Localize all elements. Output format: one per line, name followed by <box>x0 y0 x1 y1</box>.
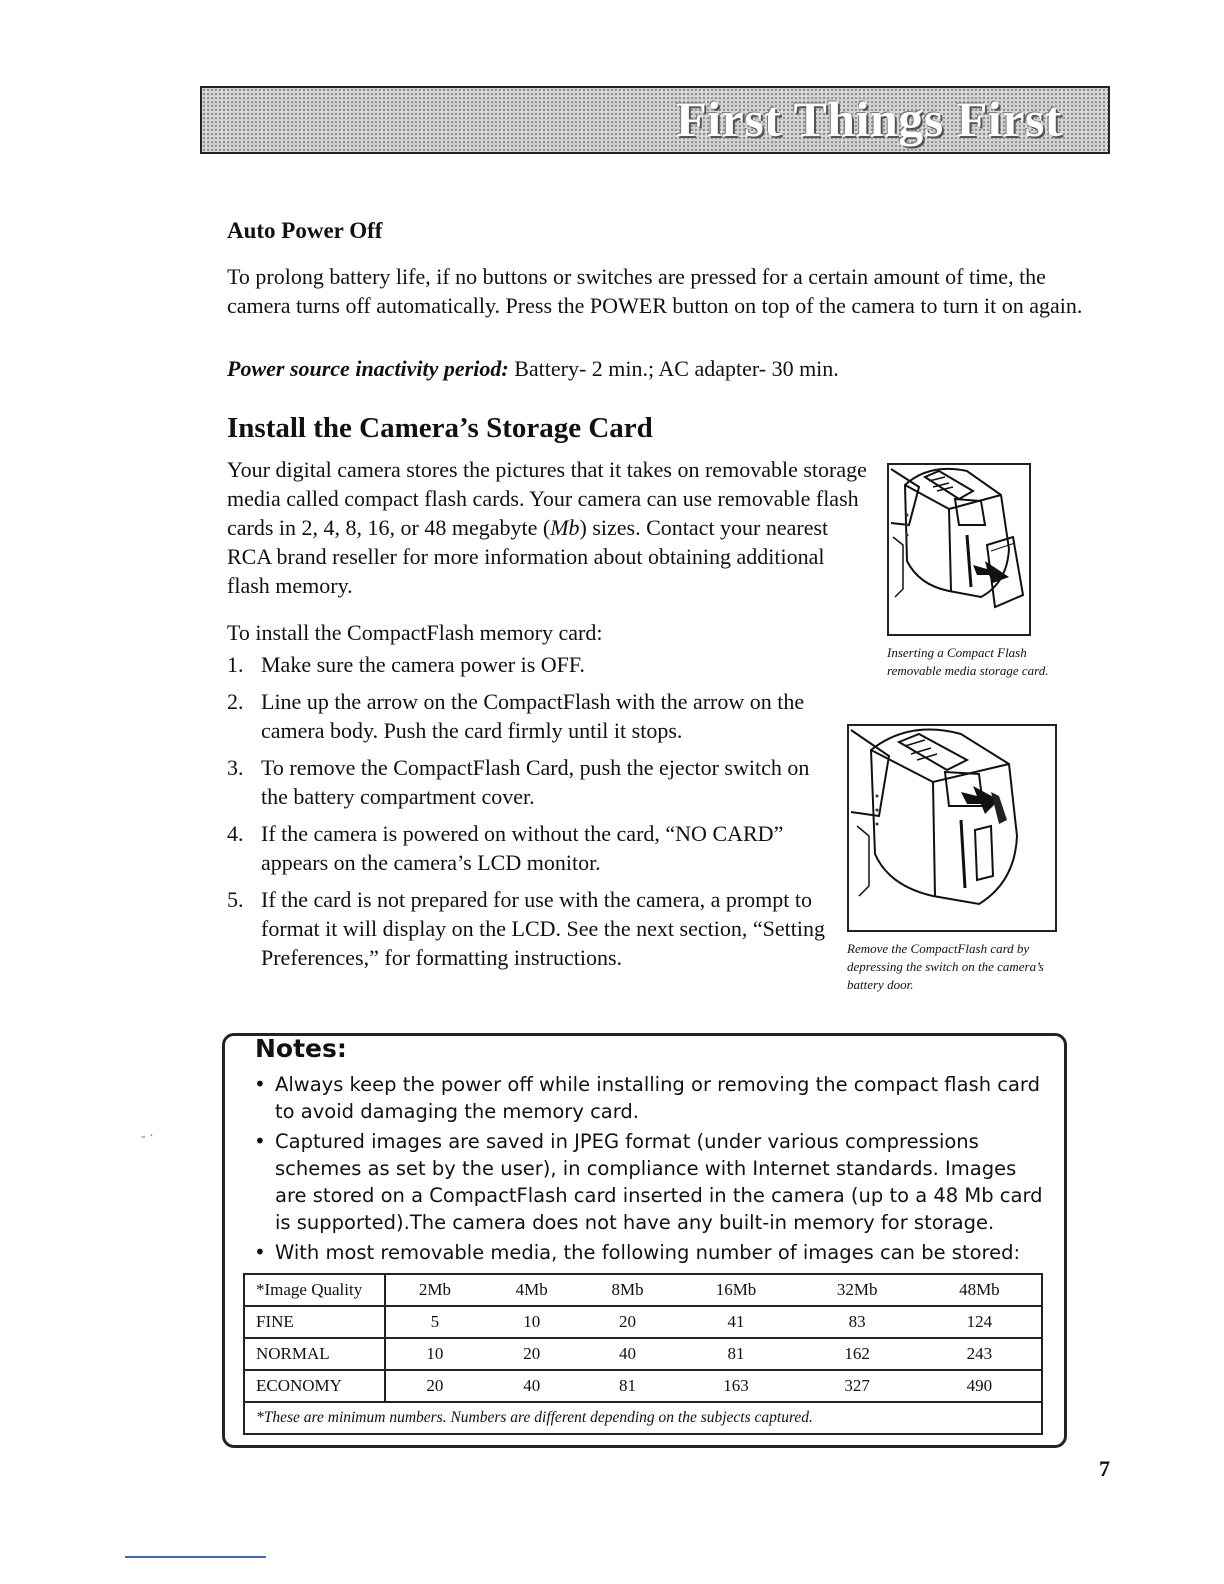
table-cell: 10 <box>484 1306 580 1338</box>
notes-title: Notes: <box>255 1034 347 1063</box>
table-cell: 83 <box>797 1306 918 1338</box>
table-header-cell: *Image Quality <box>244 1274 385 1306</box>
table-row <box>244 1306 1042 1338</box>
table-cell: 20 <box>580 1306 676 1338</box>
bullet-icon: • <box>254 1072 266 1096</box>
storage-card-heading: Install the Camera’s Storage Card <box>227 412 653 444</box>
step-number: 5. <box>227 887 244 912</box>
image-capacity-table <box>243 1273 1043 1435</box>
table-cell: 243 <box>918 1338 1042 1370</box>
bullet-icon: • <box>254 1240 266 1264</box>
step-text: Make sure the camera power is OFF. <box>261 652 585 677</box>
bullet-icon: • <box>254 1129 266 1153</box>
table-header-cell: 16Mb <box>675 1274 796 1306</box>
note-text: Always keep the power off while installing or removing the compact flash card to avoid damaging the memory card. <box>275 1073 1040 1123</box>
table-cell: 162 <box>797 1338 918 1370</box>
step-number: 4. <box>227 821 244 846</box>
step-item <box>227 753 827 811</box>
insert-card-figure <box>887 463 1031 636</box>
step-item <box>227 650 827 679</box>
table-header-row <box>244 1274 1042 1306</box>
steps-intro: To install the CompactFlash memory card: <box>227 620 603 645</box>
auto-power-off-body: To prolong battery life, if no buttons or switches are pressed for a certain amount of time, the camera turns off automatically. Press the POWER button on top of the camera to turn it on again. <box>227 264 1083 318</box>
insert-card-caption: Inserting a Compact Flash removable media storage card. <box>887 645 1049 678</box>
table-cell: 81 <box>675 1338 796 1370</box>
inactivity-period <box>227 354 1087 383</box>
step-item <box>227 687 827 745</box>
table-footnote-row <box>244 1402 1042 1434</box>
banner-title: First Things First <box>676 91 1062 147</box>
table-cell: 81 <box>580 1370 676 1402</box>
note-item <box>253 1239 1053 1266</box>
camera-insert-card-illustration <box>889 465 1029 634</box>
table-cell: 327 <box>797 1370 918 1402</box>
table-header-cell: 32Mb <box>797 1274 918 1306</box>
remove-card-figure <box>847 724 1057 932</box>
step-text: Line up the arrow on the CompactFlash with the arrow on the camera body. Push the card firmly until it stops. <box>261 689 805 743</box>
intro-text-after: ) sizes. Contact your nearest RCA brand reseller for more information about obtaining additional flash memory. <box>227 515 829 598</box>
step-item <box>227 819 827 877</box>
table-cell: 40 <box>484 1370 580 1402</box>
table-cell: 5 <box>385 1306 484 1338</box>
inactivity-value: Battery- 2 min.; AC adapter- 30 min. <box>514 356 839 381</box>
notes-list <box>253 1071 1053 1269</box>
table-cell: 20 <box>484 1338 580 1370</box>
remove-card-caption: Remove the CompactFlash card by depressing the switch on the camera’s battery door. <box>847 941 1044 992</box>
step-text: If the camera is powered on without the card, “NO CARD” appears on the camera’s LCD monitor. <box>261 821 784 875</box>
margin-mark: - · <box>141 1129 154 1144</box>
storage-card-intro <box>227 455 867 600</box>
table-footnote: *These are minimum numbers. Numbers are different depending on the subjects captured. <box>244 1402 1042 1434</box>
step-text: If the card is not prepared for use with the camera, a prompt to format it will display on the LCD. See the next section, “Setting Preferences,” for formatting instructions. <box>261 887 825 970</box>
table-row <box>244 1338 1042 1370</box>
table-cell: FINE <box>244 1306 385 1338</box>
table-row <box>244 1370 1042 1402</box>
table-header-cell: 4Mb <box>484 1274 580 1306</box>
table-cell: 163 <box>675 1370 796 1402</box>
auto-power-off-heading: Auto Power Off <box>227 218 383 243</box>
bottom-rule <box>125 1556 266 1558</box>
table-cell: 124 <box>918 1306 1042 1338</box>
note-text: Captured images are saved in JPEG format (under various compressions schemes as set by the user), in compliance with Internet standards. Images are stored on a CompactFlash card inserted in the camera (up to a 48 Mb card is supported).The camera does not have any built-in memory for storage. <box>275 1130 1043 1234</box>
intro-text-before: Your digital camera stores the pictures that it takes on removable storage media called compact flash cards. Your camera can use removable flash cards in 2, 4, 8, 16, or 48 megabyte ( <box>227 457 867 540</box>
section-banner <box>200 86 1110 154</box>
table-cell: 490 <box>918 1370 1042 1402</box>
table-cell: 41 <box>675 1306 796 1338</box>
inactivity-label: Power source inactivity period: <box>227 356 509 381</box>
table-cell: 20 <box>385 1370 484 1402</box>
step-number: 2. <box>227 689 244 714</box>
page-number: 7 <box>1099 1456 1110 1481</box>
step-number: 3. <box>227 755 244 780</box>
note-item <box>253 1071 1053 1125</box>
step-text: To remove the CompactFlash Card, push the ejector switch on the battery compartment cover. <box>261 755 810 809</box>
table-cell: NORMAL <box>244 1338 385 1370</box>
step-number: 1. <box>227 652 244 677</box>
table-cell: ECONOMY <box>244 1370 385 1402</box>
install-steps-list <box>227 650 827 980</box>
table-header-cell: 8Mb <box>580 1274 676 1306</box>
table-cell: 40 <box>580 1338 676 1370</box>
intro-abbr: Mb <box>550 515 580 540</box>
note-item <box>253 1128 1053 1236</box>
step-item <box>227 885 827 972</box>
table-cell: 10 <box>385 1338 484 1370</box>
camera-remove-card-illustration <box>849 726 1055 930</box>
table-header-cell: 48Mb <box>918 1274 1042 1306</box>
table-header-cell: 2Mb <box>385 1274 484 1306</box>
note-text: With most removable media, the following number of images can be stored: <box>275 1241 1021 1264</box>
